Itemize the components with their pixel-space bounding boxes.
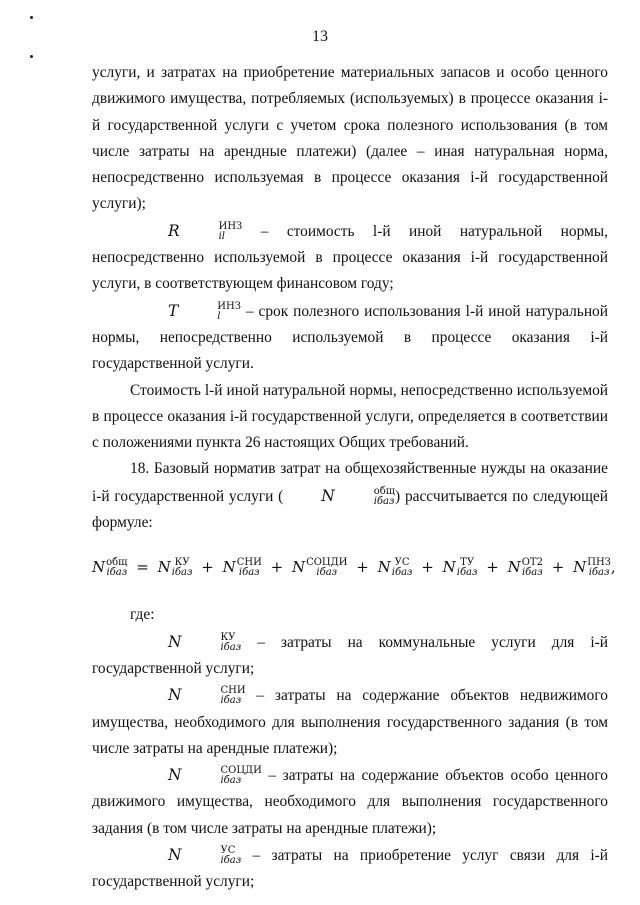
paragraph-cost: Стоимость l-й иной натуральной нормы, непосредственно используемой в процессе оказания i-й государственной услуги, определяется в соответствии с положениями пункта 26 настоящих Общих требований. (92, 381, 608, 452)
scan-mark (30, 16, 33, 19)
where-label: где: (130, 606, 155, 624)
definition-t-inz: T ИНЗ l – срок полезного использования l-й иной натуральной нормы, непосредственно используемой в процессе оказания i-й государственной услуги. (92, 300, 608, 373)
paragraph-18: 18. Базовый норматив затрат на общехозяйственные нужды на оказание i-й государственной услуги ( N общ iбаз ) рассчитывается по следующей формуле: (92, 460, 608, 532)
symbol-n-ku: N КУ iбаз (168, 631, 242, 653)
paragraph-continuation: услуги, и затратах на приобретение материальных запасов и особо ценного движимого имущества, потребляемых (используемых) в процессе оказания i-й государственной услуги с учетом срока полезного использования (в том числе затраты на арендные платежи) (далее – иная натуральная норма, непосредственно используемая в процессе оказания i-й государственной услуги); (92, 64, 608, 213)
definition-r-inz: R ИНЗ il – стоимость l-й иной натуральной нормы, непосредственно используемой в процессе оказания i-й государственной услуги, в соответствующем финансовом году; (92, 220, 608, 293)
symbol-n-us: N УС iбаз (168, 845, 242, 867)
symbol-t-inz: T ИНЗ l (168, 300, 241, 322)
symbol-r-inz: R ИНЗ il (168, 220, 243, 242)
page-number: 13 (312, 28, 328, 45)
scan-mark (30, 55, 33, 58)
symbol-n-obsh: N общ iбаз (321, 485, 396, 507)
symbol-n-sni: N СНИ iбаз (168, 685, 246, 707)
definition-n-ku: N КУ iбаз – затраты на коммунальные услуги для i-й государственной услуги; (92, 631, 608, 677)
document-body (92, 60, 616, 896)
formula-general-needs: N общ iбаз = N КУ iбаз + N СНИ iбаз + N СОЦДИ iбаз + N УС iбаз + N ТУ iбаз + N ОТ2 iбаз + N ПНЗ iбаз , (92, 557, 616, 579)
symbol-n-socdi: N СОЦДИ iбаз (168, 765, 262, 787)
definition-n-us: N УС iбаз – затраты на приобретение услуг связи для i-й государственной услуги; (92, 845, 608, 891)
definition-n-sni: N СНИ iбаз – затраты на содержание объектов недвижимого имущества, необходимого для выполнения государственного задания (в том числе затраты на арендные платежи); (92, 685, 608, 757)
definition-n-socdi: N СОЦДИ iбаз – затраты на содержание объектов особо ценного движимого имущества, необходимого для выполнения государственного задания (в том числе затраты на арендные платежи); (92, 765, 608, 837)
